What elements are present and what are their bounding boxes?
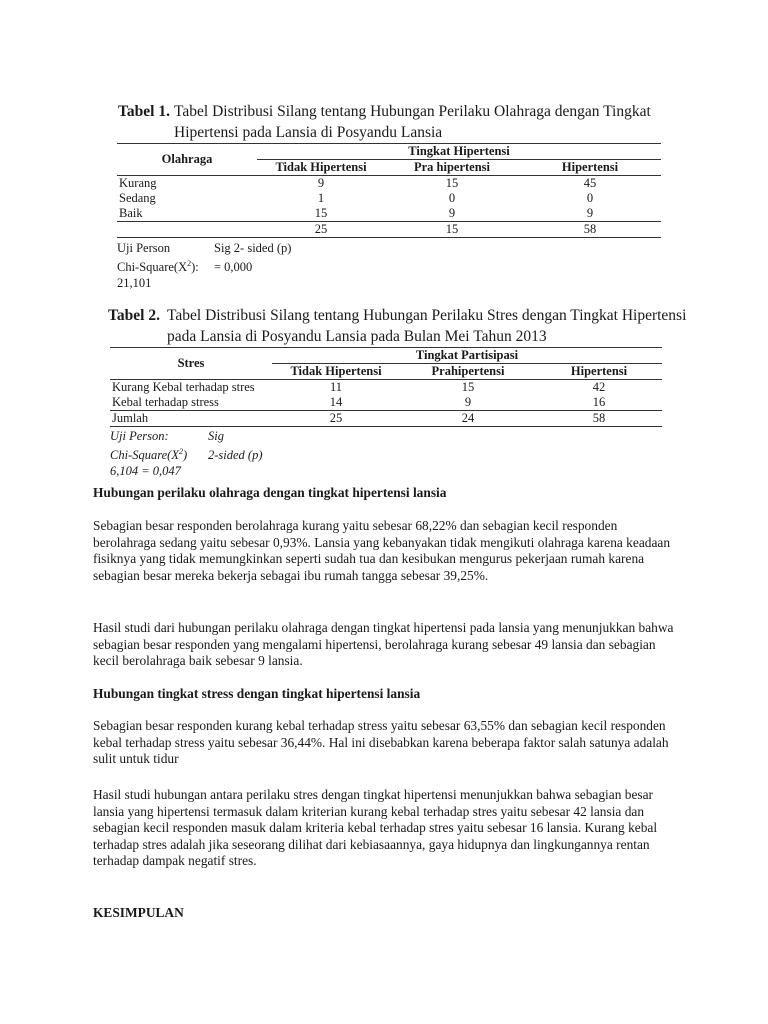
section1-heading: Hubungan perilaku olahraga dengan tingkat hipertensi lansia [93, 485, 447, 500]
table1-row-header: Olahraga [117, 144, 257, 176]
table-row: Kurang Kebal terhadap stres 11 15 42 [112, 380, 606, 394]
section2-heading: Hubungan tingkat stress dengan tingkat hipertensi lansia [93, 686, 421, 701]
table1-col-header: Hipertensi [561, 160, 619, 174]
section1-paragraph-2: Hasil studi dari hubungan perilaku olahraga dengan tingkat hipertensi pada lansia yang menunjukkan bahwa sebagian besar responden yang mengalami hipertensi, berolahraga kurang sebesar 49 lansia dan sebagian kecil berolahraga baik sebesar 9 lansia. [93, 620, 674, 668]
table2-caption [108, 305, 687, 347]
table-row: Sedang 1 0 0 [119, 191, 594, 205]
table-row: Baik 15 9 9 [117, 206, 661, 222]
table2-col-header: Hipertensi [570, 364, 628, 378]
table1-stats: Uji Person Sig 2- sided (p) Chi-$Square(X^2)$: = 0,000 21,101 [117, 241, 292, 291]
table2-group-header: Tingkat Partisipasi [272, 348, 662, 364]
table-total-row: Jumlah 25 24 58 [110, 411, 662, 427]
table1-col-header: Tidak Hipertensi [275, 160, 367, 174]
table2 [110, 347, 662, 479]
section2-paragraph-1: Sebagian besar responden kurang kebal terhadap stress yaitu sebesar 63,55% dan sebagian kecil responden kebal terhadap stress yaitu sebesar 36,44%. Hal ini disebabkan karena beberapa faktor salah satunya adalah sulit untuk tidur [93, 718, 669, 766]
table2-caption-line1: Tabel Distribusi Silang tentang Hubungan Perilaku Stres dengan Tingkat Hipertensi [167, 307, 687, 324]
conclusion-heading: KESIMPULAN [93, 905, 184, 920]
table2-stats: Uji Person: Sig Chi-$Square(X^2)$ 2-sided (p) 6,104 = 0,047 [110, 429, 263, 479]
table-row: Kurang 9 15 45 [119, 176, 597, 190]
table1-group-header: Tingkat Hipertensi [257, 144, 661, 160]
table1-col-header: Pra hipertensi [413, 160, 491, 174]
table2-caption-line2: pada Lansia di Posyandu Lansia pada Bulan Mei Tahun 2013 [167, 328, 547, 345]
table2-row-header: Stres [110, 348, 272, 380]
table1-caption [118, 101, 660, 143]
section2-paragraph-2: Hasil studi hubungan antara perilaku stres dengan tingkat hipertensi menunjukkan bahwa sebagian besar lansia yang hipertensi termasuk dalam kriterian kurang kebal terhadap stres yaitu sebesar 42 lansia dan sebagian kecil responden masuk dalam kriteria kebal terhadap stres yaitu sebesar 16 lansia. Kurang kebal terhadap stres adalah jika seseorang dilihat dari kebiasaannya, gaya hidupnya dan lingkungannya rentan terhadap dampak negatif stres. [93, 787, 658, 868]
table2-col-header: Tidak Hipertensi [290, 364, 382, 378]
table1-label: Tabel 1. [118, 103, 170, 120]
table1 [117, 143, 661, 291]
table2-label: Tabel 2. [108, 307, 160, 324]
table1-caption-line2: Hipertensi pada Lansia di Posyandu Lansia [174, 124, 443, 141]
table2-col-header: Prahipertensi [431, 364, 505, 378]
section1-paragraph-1: Sebagian besar responden berolahraga kurang yaitu sebesar 68,22% dan sebagian kecil responden berolahraga sedang yaitu sebesar 0,93%. Lansia yang kebanyakan tidak mengikuti olahraga karena keadaan fisiknya yang tidak memungkinkan seperti sudah tua dan kesibukan mengurus pekerjaan rumah karena sebagian besar mereka bekerja sebagai ibu rumah tangga sebesar 39,25%. [93, 518, 671, 583]
table-row: Kebal terhadap stress 14 9 16 [110, 395, 662, 411]
table-total-row: 25 15 58 [117, 222, 661, 238]
table1-caption-line1: Tabel Distribusi Silang tentang Hubungan Perilaku Olahraga dengan Tingkat [174, 103, 651, 120]
